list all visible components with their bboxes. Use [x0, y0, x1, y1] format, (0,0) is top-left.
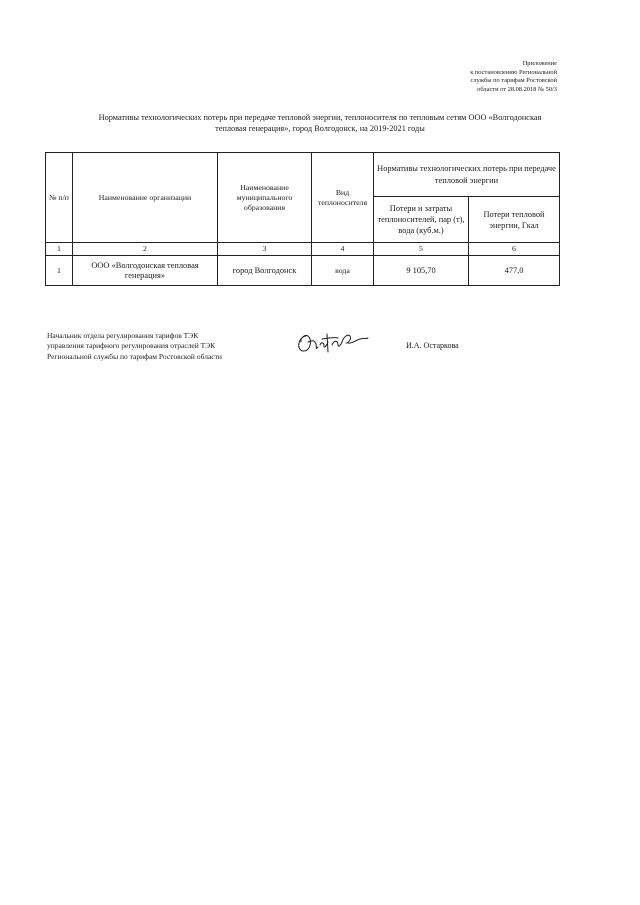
title-line: Нормативы технологических потерь при передаче тепловой энергии, теплоносителя по тепловым сетям ООО «Волгодонская: [98, 113, 542, 122]
cell-loss-water: 9 105,70: [374, 256, 469, 286]
header-norms-group: Нормативы технологических потерь при передаче тепловой энергии: [374, 153, 560, 197]
column-index: 4: [312, 243, 374, 256]
header-organization: Наименование организации: [73, 153, 218, 243]
signatory-position: [47, 331, 287, 362]
cell-municipality: город Волгодонск: [218, 256, 312, 286]
header-loss-heat: Потери тепловой энергии, Гкал: [469, 197, 560, 243]
position-line: Начальник отдела регулирования тарифов ТЭК: [47, 331, 199, 340]
annex-line: Приложение: [522, 60, 557, 67]
document-title: [50, 113, 590, 134]
column-index: 1: [46, 243, 73, 256]
header-loss-water: Потери и затраты теплоносителей, пар (т), вода (куб.м.): [374, 197, 469, 243]
handwritten-signature: [294, 330, 370, 358]
column-index: 5: [374, 243, 469, 256]
cell-organization: ООО «Волгодонская тепловая генерация»: [73, 256, 218, 286]
cell-loss-heat: 477,0: [469, 256, 560, 286]
signer-name: И.А. Остаркова: [406, 341, 459, 350]
table-header-row: [46, 153, 560, 197]
title-line: тепловая генерация», город Волгодонск, на 2019-2021 годы: [215, 123, 425, 133]
position-line: управления тарифного регулирования отраслей ТЭК: [47, 341, 216, 351]
column-index-row: [46, 243, 560, 256]
cell-num: 1: [46, 256, 73, 286]
header-medium: Вид теплоносителя: [312, 153, 374, 243]
annex-line: области от 28.08.2018 № 50/3: [477, 85, 557, 93]
table-row: [46, 256, 560, 286]
position-line: Региональной службы по тарифам Ростовской области: [47, 351, 222, 361]
norms-table: [45, 152, 560, 286]
annex-note: [417, 60, 557, 94]
column-index: 3: [218, 243, 312, 256]
annex-line: службы по тарифам Ростовской: [470, 77, 557, 85]
header-municipality: Наименование муниципального образования: [218, 153, 312, 243]
column-index: 2: [73, 243, 218, 256]
annex-line: к постановлению Региональной: [470, 68, 557, 76]
column-index: 6: [469, 243, 560, 256]
cell-medium: вода: [312, 256, 374, 286]
header-num: № п/п: [46, 153, 73, 243]
